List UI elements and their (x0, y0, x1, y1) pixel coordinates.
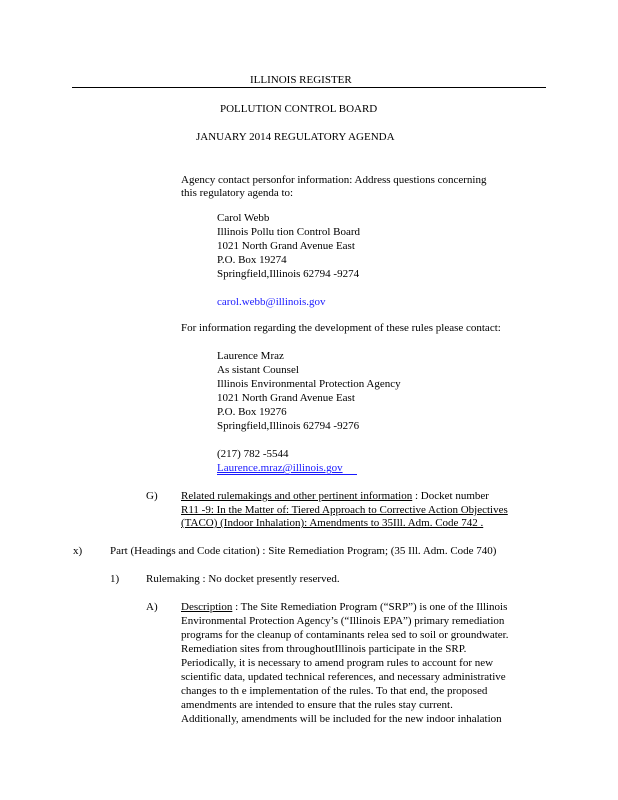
description-line: programs for the cleanup of contaminants relea sed to soil or groundwater. (181, 629, 509, 641)
email-link-laurence[interactable]: Laurence.mraz@illinois.gov (217, 462, 343, 474)
address2-line: Laurence Mraz (217, 350, 284, 362)
part-x-text: Part (Headings and Code citation) : Site Remediation Program; (35 Ill. Adm. Code 740) (110, 545, 497, 557)
section-g-marker: G) (146, 490, 158, 502)
address2-line: P.O. Box 19276 (217, 406, 287, 418)
header-rule (72, 87, 546, 88)
description-line: Additionally, amendments will be included for the new indoor inhalation (181, 713, 502, 725)
rulemaking-text: Rulemaking : No docket presently reserved. (146, 573, 340, 585)
address1-line: Springfield,Illinois 62794 -9274 (217, 268, 360, 280)
description-line: Remediation sites from throughoutIllinois participate in the SRP. (181, 643, 467, 655)
description-line: Environmental Protection Agency’s (“Illinois EPA”) primary remediation (181, 615, 505, 627)
rulemaking-marker: 1) (110, 573, 120, 585)
register-title: ILLINOIS REGISTER (250, 74, 352, 86)
phone-number: (217) 782 -5544 (217, 448, 289, 460)
address1-line: Illinois Pollu tion Control Board (217, 226, 361, 238)
contact-intro-line1: Agency contact personfor information: Address questions concerning (181, 174, 487, 186)
email-link-carol[interactable]: carol.webb@illinois.gov (217, 296, 326, 308)
description-line: amendments are intended to ensure that the rules stay current. (181, 699, 453, 711)
info-contact-line: For information regarding the development of these rules please contact: (181, 322, 501, 334)
address2-line: Springfield,Illinois 62794 -9276 (217, 420, 360, 432)
description-line: Periodically, it is necessary to amend program rules to account for new (181, 657, 494, 669)
section-g-line2: R11 -9: In the Matter of: Tiered Approach to Corrective Action Objectives (181, 504, 508, 516)
board-title: POLLUTION CONTROL BOARD (220, 103, 378, 115)
description-marker: A) (146, 601, 158, 613)
description-line: Description : The Site Remediation Program (“SRP”) is one of the Illinois (181, 601, 508, 613)
section-g-line3: (TACO) (Indoor Inhalation): Amendments to 35Ill. Adm. Code 742 . (181, 517, 484, 529)
part-x-marker: x) (73, 545, 83, 557)
address1-line: 1021 North Grand Avenue East (217, 240, 355, 252)
address2-line: 1021 North Grand Avenue East (217, 392, 355, 404)
description-line: changes to th e implementation of the rules. To that end, the proposed (181, 685, 488, 697)
contact-intro-line2: this regulatory agenda to: (181, 187, 294, 199)
address2-line: As sistant Counsel (217, 364, 299, 376)
address1-line: P.O. Box 19274 (217, 254, 287, 266)
section-g-line1 (181, 489, 489, 503)
address2-line: Illinois Environmental Protection Agency (217, 378, 401, 390)
description-line: scientific data, updated technical references, and necessary administrative (181, 671, 506, 683)
agenda-title: JANUARY 2014 REGULATORY AGENDA (196, 131, 395, 143)
email-underline (217, 474, 357, 475)
description-label: Description (181, 601, 233, 613)
address1-line: Carol Webb (217, 212, 270, 224)
docket-number-text: : Docket number (412, 490, 489, 502)
related-rulemakings-label: Related rulemakings and other pertinent information (181, 490, 413, 502)
